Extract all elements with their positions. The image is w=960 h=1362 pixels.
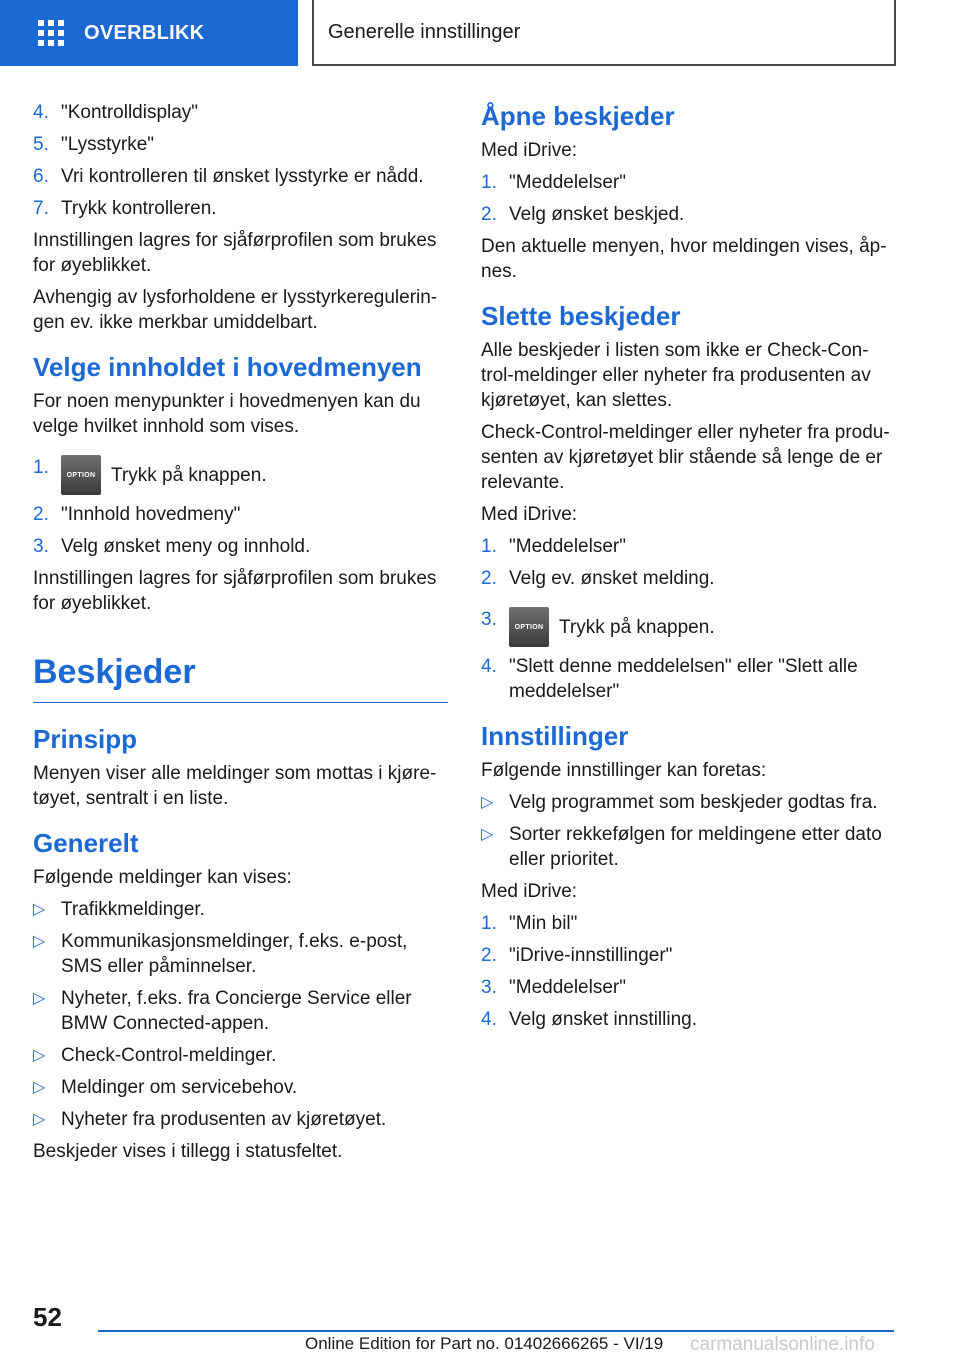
triangle-bullet-icon: ▷ (481, 826, 494, 843)
list-item: 1. OPTION Trykk på knappen. (33, 455, 448, 495)
settings-bullets (481, 790, 896, 872)
paragraph: Beskjeder vises i tillegg i statusfeltet. (33, 1141, 343, 1162)
triangle-bullet-icon: ▷ (33, 1047, 46, 1064)
heading-general: Generelt (33, 828, 139, 858)
heading-principle: Prinsipp (33, 724, 138, 754)
settings-steps (481, 911, 896, 1032)
overview-label: OVERBLIKK (84, 21, 205, 44)
list-item: 1. "Min bil" (481, 913, 578, 934)
page-footer (0, 1300, 960, 1362)
triangle-bullet-icon: ▷ (481, 794, 494, 811)
list-item: 1. "Meddelelser" (481, 536, 626, 557)
list-item: 2. "iDrive-innstillinger" (481, 945, 673, 966)
triangle-bullet-icon: ▷ (33, 990, 46, 1007)
triangle-bullet-icon: ▷ (33, 1079, 46, 1096)
heading-open-messages: Åpne beskjeder (481, 101, 675, 131)
heading-main-menu: Velge innholdet i hovedmenyen (33, 352, 422, 382)
section-tab[interactable] (312, 0, 896, 66)
heading-settings: Innstillinger (481, 721, 629, 751)
paragraph: Følgende meldinger kan vises: (33, 867, 292, 888)
list-item: ▷ Meldinger om servicebehov. (33, 1077, 298, 1098)
list-item: ▷ Velg programmet som beskjeder godtas fra. (481, 792, 878, 813)
triangle-bullet-icon: ▷ (33, 933, 46, 950)
option-button-icon: OPTION (61, 455, 101, 495)
overview-tab[interactable] (0, 0, 298, 66)
right-column (481, 100, 896, 1039)
paragraph: Alle beskjeder i listen som ikke er Check-Con-trol-meldinger eller nyheter fra produsenten av kjøretøyet, kan slettes. (481, 340, 871, 411)
left-column (33, 100, 448, 1171)
list-item: 6. Vri kontrolleren til ønsket lysstyrke er nådd. (33, 166, 424, 187)
section-title: Generelle innstillinger (328, 20, 521, 43)
page-header (0, 0, 960, 66)
paragraph: Innstillingen lagres for sjåførprofilen som brukes for øyeblikket. (33, 568, 437, 614)
heading-messages: Beskjeder (33, 652, 448, 703)
delete-steps (481, 534, 896, 704)
page-number: 52 (33, 1302, 62, 1332)
main-menu-steps (33, 455, 448, 559)
paragraph: Med iDrive: (481, 504, 578, 525)
triangle-bullet-icon: ▷ (33, 901, 46, 918)
list-item: 2. Velg ønsket beskjed. (481, 204, 685, 225)
triangle-bullet-icon: ▷ (33, 1111, 46, 1128)
list-item: ▷ Check-Control-meldinger. (33, 1045, 277, 1066)
general-bullets (33, 897, 448, 1132)
list-item: ▷ Nyheter fra produsenten av kjøretøyet. (33, 1109, 387, 1130)
list-item: 3. Velg ønsket meny og innhold. (33, 536, 311, 557)
edition-text: Online Edition for Part no. 01402666265 - VI/19 (305, 1334, 664, 1353)
list-item: ▷ Nyheter, f.eks. fra Concierge Service eller BMW Connected-appen. (33, 988, 412, 1034)
paragraph: Med iDrive: (481, 140, 578, 161)
list-item: 2. "Innhold hovedmeny" (33, 504, 241, 525)
paragraph: Med iDrive: (481, 881, 578, 902)
watermark: carmanualsonline.info (690, 1334, 875, 1355)
list-item: 7. Trykk kontrolleren. (33, 198, 217, 219)
list-item: 3. OPTION Trykk på knappen. (481, 607, 896, 647)
paragraph: For noen menypunkter i hovedmenyen kan du velge hvilket innhold som vises. (33, 391, 421, 437)
paragraph: Innstillingen lagres for sjåførprofilen som brukes for øyeblikket. (33, 230, 437, 276)
list-item: 4. Velg ønsket innstilling. (481, 1009, 697, 1030)
list-item: 1. "Meddelelser" (481, 172, 626, 193)
footer-divider (98, 1330, 894, 1332)
list-item: 4. "Kontrolldisplay" (33, 102, 199, 123)
heading-delete-messages: Slette beskjeder (481, 301, 681, 331)
open-steps (481, 170, 896, 227)
brightness-steps (33, 100, 448, 221)
paragraph: Check-Control-meldinger eller nyheter fra produ-senten av kjøretøyet blir stående så lenge de er relevante. (481, 422, 890, 493)
list-item: ▷ Sorter rekkefølgen for meldingene etter dato eller prioritet. (481, 824, 882, 870)
paragraph: Den aktuelle menyen, hvor meldingen vises, åp-nes. (481, 236, 887, 282)
list-item: 4. "Slett denne meddelelsen" eller "Slett alle meddelelser" (481, 656, 858, 702)
list-item: 2. Velg ev. ønsket melding. (481, 568, 715, 589)
paragraph: Menyen viser alle meldinger som mottas i kjøre-tøyet, sentralt i en liste. (33, 763, 437, 809)
list-item: ▷ Trafikkmeldinger. (33, 899, 205, 920)
paragraph: Følgende innstillinger kan foretas: (481, 760, 767, 781)
grid-icon (38, 20, 64, 46)
list-item: ▷ Kommunikasjonsmeldinger, f.eks. e-post, SMS eller påminnelser. (33, 931, 408, 977)
list-item: 3. "Meddelelser" (481, 977, 626, 998)
list-item: 5. "Lysstyrke" (33, 134, 155, 155)
option-button-icon: OPTION (509, 607, 549, 647)
paragraph: Avhengig av lysforholdene er lysstyrkeregulerin-gen ev. ikke merkbar umiddelbart. (33, 287, 438, 333)
